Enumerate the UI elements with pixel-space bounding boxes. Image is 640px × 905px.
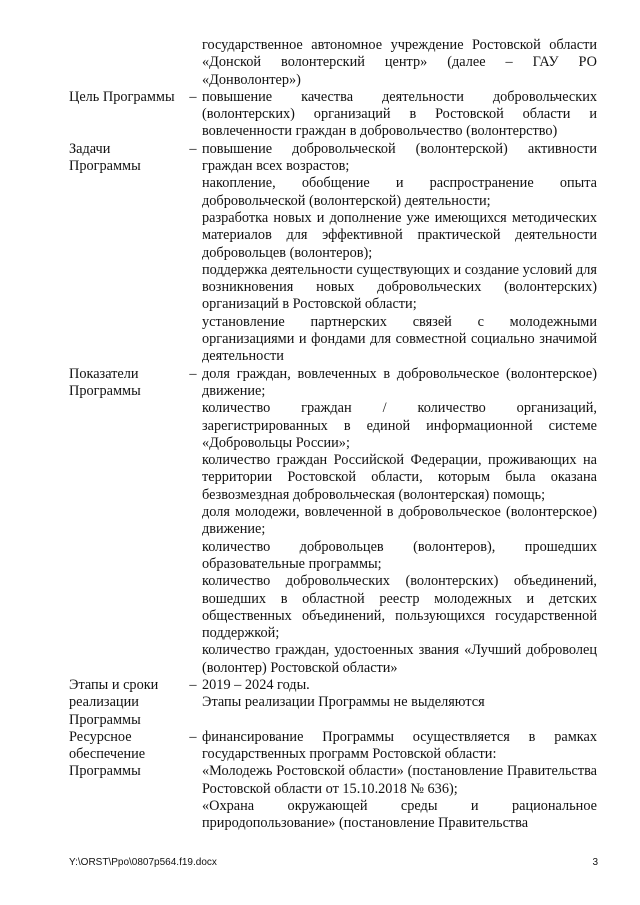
- section-paragraph: доля молодежи, вовлеченной в добровольческое (волонтерское) движение;: [202, 504, 597, 538]
- section-dash: –: [189, 728, 197, 745]
- section-body: [202, 141, 597, 366]
- section-row: [69, 89, 597, 141]
- section-paragraph: доля граждан, вовлеченных в добровольческое (волонтерское) движение;: [202, 365, 597, 399]
- section-row: [69, 366, 597, 677]
- section-paragraph: «Охрана окружающей среды и рациональное природопользование» (постановление Правительства: [202, 798, 597, 832]
- section-paragraph: государственное автономное учреждение Ростовской области «Донской волонтерский центр» (далее – ГАУ РО «Донволонтер»): [202, 37, 597, 88]
- section-body: [202, 366, 597, 677]
- section-paragraph: разработка новых и дополнение уже имеющихся методических материалов для эффективной практической деятельности добровольцев (волонтеров);: [202, 209, 597, 261]
- section-dash: [184, 37, 202, 89]
- section-paragraph: 2019 – 2024 годы.: [202, 676, 310, 693]
- section-label: Ресурсное обеспечение Программы: [69, 728, 146, 780]
- passport-table: [69, 37, 597, 833]
- section-paragraph: повышение качества деятельности добровольческих (волонтерских) организаций в Ростовской области и вовлеченности граждан в добровольчество (волонтерство): [202, 88, 597, 140]
- section-paragraph: установление партнерских связей с молодежными организациями и фондами для совместной социально значимой деятельности: [202, 313, 597, 365]
- section-label: Этапы и сроки реализации Программы: [69, 676, 159, 728]
- section-paragraph: повышение добровольческой (волонтерской) активности граждан всех возрастов;: [202, 140, 597, 175]
- section-paragraph: «Молодежь Ростовской области» (постановление Правительства Ростовской области от 15.10.2018 № 636);: [202, 763, 597, 797]
- section-paragraph: количество добровольцев (волонтеров), прошедших образовательные программы;: [202, 538, 597, 572]
- section-dash: –: [189, 676, 197, 693]
- section-label: Показатели Программы: [69, 365, 141, 399]
- section-dash: –: [189, 88, 197, 105]
- section-row: [69, 729, 597, 833]
- section-label: Задачи Программы: [69, 140, 141, 175]
- footer-file-path: Y:\ORST\Ppo\0807p564.f19.docx: [69, 857, 217, 868]
- section-row: [69, 677, 597, 729]
- section-paragraph: количество граждан, удостоенных звания «Лучший доброволец (волонтер) Ростовской области»: [202, 642, 597, 676]
- section-row: [69, 141, 597, 366]
- section-body: [202, 729, 597, 833]
- section-dash: –: [189, 140, 197, 157]
- section-paragraph: количество граждан / количество организаций, зарегистрированных в единой информационной системе «Добровольцы России»;: [202, 400, 597, 451]
- page-number: 3: [592, 857, 598, 868]
- section-paragraph: количество граждан Российской Федерации, проживающих на территории Ростовской области, которым была оказана безвозмездная добровольческая (волонтерская) помощь;: [202, 452, 597, 503]
- section-label: [69, 37, 184, 89]
- section-body: [202, 677, 597, 729]
- section-row: [69, 37, 597, 89]
- section-paragraph: количество добровольческих (волонтерских) объединений, вошедших в областной реестр молодежных и детских общественных объединений, пользующихся государственной поддержкой;: [202, 573, 597, 642]
- section-label: Цель Программы: [69, 88, 175, 105]
- section-paragraph: накопление, обобщение и распространение опыта добровольческой (волонтерской) деятельности;: [202, 175, 597, 209]
- section-dash: –: [189, 365, 197, 382]
- section-body: [202, 89, 597, 141]
- section-paragraph: финансирование Программы осуществляется в рамках государственных программ Ростовской области:: [202, 728, 597, 763]
- section-paragraph: Этапы реализации Программы не выделяются: [202, 694, 485, 711]
- section-body: [202, 37, 597, 89]
- page-footer: [69, 857, 598, 868]
- section-paragraph: поддержка деятельности существующих и создание условий для возникновения новых добровольческих (волонтерских) организаций в Ростовской области;: [202, 261, 597, 313]
